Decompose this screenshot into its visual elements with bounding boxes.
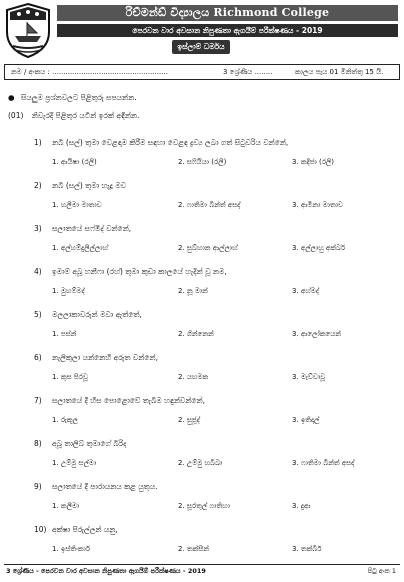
page-number: පිටු අංක 1: [367, 567, 396, 575]
question-text: සලාතයේ දී පාරායනය කළ යුතුය.: [52, 482, 158, 491]
answer-option-2[interactable]: 2. යහමක: [178, 373, 209, 381]
answer-option-2[interactable]: 2. සුජූද්: [178, 416, 200, 424]
question-text: අබූ තාලිබ් තුමාගේ බිරිද: [52, 439, 127, 448]
answer-option-2[interactable]: 2. සුබ්හාන ආල්ලාහ්: [178, 244, 238, 252]
question-number: 2): [34, 181, 42, 190]
answer-option-2[interactable]: 2. ෆාතිමා බින්ත් අසද්: [178, 201, 241, 209]
answer-option-1[interactable]: 1. රුකූල: [52, 416, 78, 424]
question-number: 1): [34, 138, 42, 147]
question-text: නබි (සල්) තුමා හැදූ මව: [52, 181, 127, 190]
answer-option-1[interactable]: 1. අල්හම්දුලිල්ලාහ්: [52, 244, 109, 252]
answer-option-3[interactable]: 3. කදීජා (රලි): [292, 158, 334, 166]
exam-header: [0, 0, 404, 58]
answer-option-1[interactable]: 1. කලීමා: [52, 502, 80, 510]
question-number: 8): [34, 439, 42, 448]
name-number-field[interactable]: නම / අංකය : ....................................................: [11, 68, 168, 76]
answer-option-3[interactable]: 3. ආමිනා මාතාව: [292, 201, 343, 209]
question-text: සලාතයේ දී හිස පොළොවේ තැබීම හඳුන්වන්නේ,: [52, 396, 205, 405]
question-text: සලාතයේ සෆ්මිද් වන්නේ,: [52, 224, 132, 233]
question-text: මලලාකාවරුන් මවා ඇත්තේ,: [52, 310, 142, 319]
bullet-icon: ●: [8, 93, 15, 102]
answer-option-1[interactable]: 1. මුහම්මද්: [52, 287, 85, 295]
part-number: (01): [8, 111, 24, 120]
question-number: 6): [34, 353, 42, 362]
answer-option-1[interactable]: 1. ආයිෂා (රලි): [52, 158, 97, 166]
school-name-banner: රිච්මන්ඩ් විද්‍යාලය Richmond College: [57, 5, 398, 21]
student-info-row: [4, 64, 400, 80]
part-instruction-text: නිවැරදි පිළිතුර යටින් ඉරක් අඳින්න.: [31, 111, 140, 120]
answer-option-2[interactable]: 2. ගින්නෙන්: [178, 330, 214, 338]
question-text: නැලිකුලා යන්නෙහි අරුත වන්නේ,: [52, 353, 158, 362]
answer-option-2[interactable]: 2. නූ මාන්: [178, 287, 208, 295]
answer-option-3[interactable]: 3. ආලෝකයෙන්: [292, 330, 341, 338]
answer-option-3[interactable]: 3. ඉතිදාල්: [292, 416, 320, 424]
answer-option-1[interactable]: 1. හලීමා මාතාව: [52, 201, 102, 209]
exam-title-banner: පෙරවන වාර අවසාන නිපුණතා ඇගයීම් පරීක්ෂණය - 2019: [57, 24, 398, 37]
answer-option-3[interactable]: 3. අහ්මද්: [292, 287, 319, 295]
answer-option-2[interactable]: 2. සූරතුල් ෆාතිහා: [178, 502, 230, 510]
answer-option-3[interactable]: 3. දුආ: [292, 502, 311, 510]
general-instruction: ● සියලුම ප්‍රශ්නවලට පිළිතුරු සපයන්න.: [8, 93, 137, 102]
time-label: කාලය පැය 01 මිනිත්තු 15 යි.: [295, 68, 384, 76]
question-text: ඉමාම් අබූ හනීෆා (රහ්) තුමා කුඩා කාලයේ හැදින් වූ නම,: [52, 267, 227, 276]
answer-option-2[interactable]: 2. තක්සීන්: [178, 545, 209, 553]
question-number: 7): [34, 396, 42, 405]
answer-option-3[interactable]: 3. ෆාතිමා බින්ත් අසද්: [292, 459, 355, 467]
footer-divider: [4, 564, 400, 565]
question-number: 4): [34, 267, 42, 276]
question-number: 10): [34, 525, 47, 534]
subject-label: ඉස්ලාම් ධර්මය: [172, 40, 230, 54]
part-instruction: [8, 111, 139, 121]
answer-option-1[interactable]: 1. ඉස්තිංකාර්: [52, 545, 90, 553]
question-number: 9): [34, 482, 42, 491]
question-text: අක්ෂා පිරුල්ලන් යනු,: [52, 525, 118, 534]
answer-option-1[interactable]: 1. කුස පිරවූ: [52, 373, 88, 381]
question-text: නබි (සල්) තුමා වෙළඳාම කිරීම සඳහා වෙළඳ ද්‍රව්‍ය ලබා ගත් සිටුවරිය වන්නේ,: [52, 138, 289, 147]
grade-label: 3 ශ්‍රේණිය ........: [223, 68, 273, 76]
school-crest-icon: [3, 2, 53, 58]
answer-option-3[interactable]: 3. තක්බීර්: [292, 545, 322, 553]
answer-option-1[interactable]: 1. උම්මු සල්මා: [52, 459, 97, 467]
footer-exam-title: 3 ශ්‍රේණිය - පෙරවන වාර අවසාන නිපුණතා ඇගයීම් පරීක්ෂණය - 2019: [6, 567, 206, 575]
answer-option-2[interactable]: 2. උම්මු හබීබා: [178, 459, 223, 467]
answer-option-3[interactable]: 3. අල්ලාහු අක්බර්: [292, 244, 346, 252]
question-number: 3): [34, 224, 42, 233]
question-number: 5): [34, 310, 42, 319]
answer-option-1[interactable]: 1. පස්න්: [52, 330, 77, 338]
answer-option-3[interactable]: 3. මැව්වාවූ: [292, 373, 326, 381]
answer-option-2[interactable]: 2. සෆියියා (රලි): [178, 158, 227, 166]
